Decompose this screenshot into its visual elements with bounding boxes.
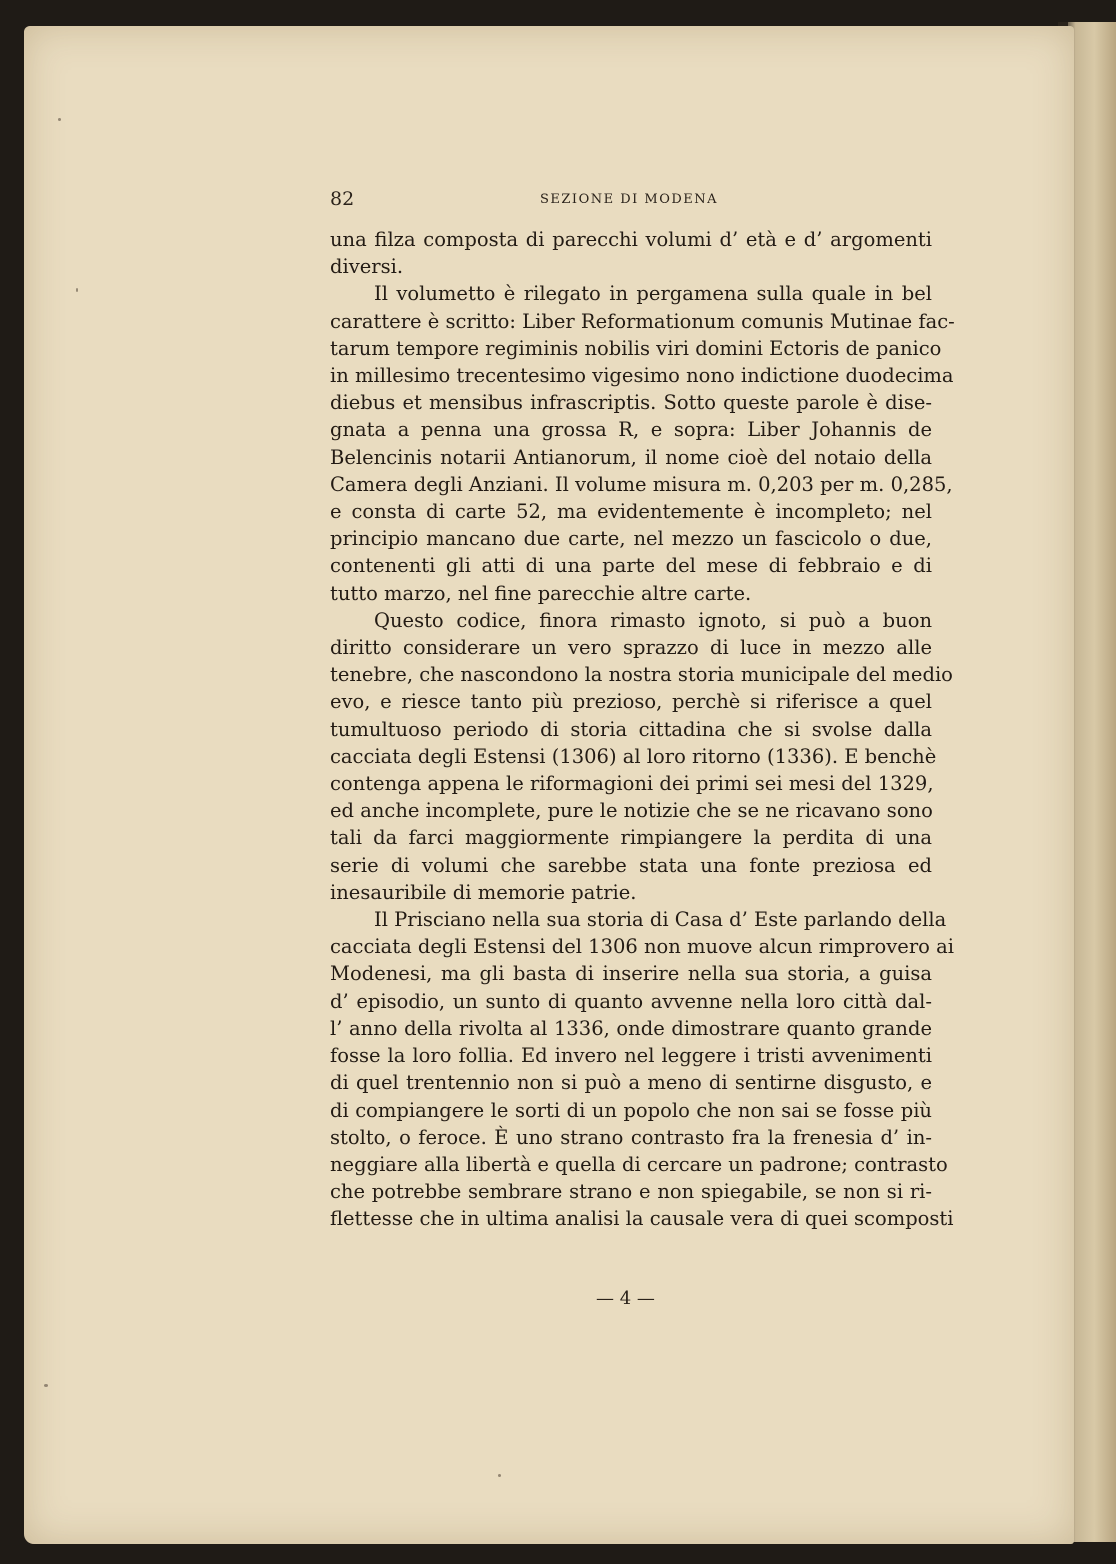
text-line: tenebre, che nascondono la nostra storia municipale del medio [330, 663, 953, 687]
paragraph [330, 906, 954, 1232]
text-line: Il Prisciano nella sua storia di Casa d’ Este parlando della [374, 908, 947, 932]
text-line: tumultuoso periodo di storia cittadina che si svolse dalla [330, 717, 932, 741]
paragraph [330, 280, 955, 606]
text-line: contenga appena le riformagioni dei primi sei mesi del 1329, [330, 772, 934, 796]
text-line: di compiangere le sorti di un popolo che non sai se fosse più [330, 1098, 932, 1122]
text-line: e consta di carte 52, ma evidentemente è incompleto; nel [330, 500, 932, 524]
paper-speck [498, 1474, 501, 1477]
text-line: diritto considerare un vero sprazzo di luce in mezzo alle [330, 636, 932, 660]
text-line: evo, e riesce tanto più prezioso, perchè si riferisce a quel [330, 690, 932, 714]
text-line: Il volumetto è rilegato in pergamena sulla quale in bel [374, 282, 932, 306]
text-line: Questo codice, finora rimasto ignoto, si può a buon [374, 608, 932, 632]
text-line: l’ anno della rivolta al 1336, onde dimostrare quanto grande [330, 1016, 932, 1040]
text-line: di quel trentennio non si può a meno di sentirne disgusto, e [330, 1071, 932, 1095]
paper-speck [58, 118, 61, 121]
paragraph [330, 226, 932, 280]
text-line: cacciata degli Estensi (1306) al loro ritorno (1336). E benchè [330, 744, 937, 768]
text-line: stolto, o feroce. È uno strano contrasto fra la frenesia d’ in- [330, 1125, 932, 1149]
text-line: flettesse che in ultima analisi la causale vera di quei scomposti [330, 1207, 954, 1231]
text-line: carattere è scritto: Liber Reformationum comunis Mutinae fac- [330, 309, 955, 333]
body-text [330, 226, 955, 1233]
text-line: gnata a penna una grossa R, e sopra: Liber Johannis de [330, 418, 932, 442]
text-line: tali da farci maggiormente rimpiangere la perdita di una [330, 826, 932, 850]
running-title: SEZIONE DI MODENA [540, 192, 719, 207]
text-line: ed anche incomplete, pure le notizie che se ne ricavano sono [330, 799, 933, 823]
text-line: Belencinis notarii Antianorum, il nome cioè del notaio della [330, 445, 932, 469]
text-line: Modenesi, ma gli basta di inserire nella sua storia, a guisa [330, 962, 932, 986]
paragraph [330, 607, 953, 906]
text-line: diebus et mensibus infrascriptis. Sotto queste parole è dise- [330, 391, 932, 415]
text-line: una filza composta di parecchi volumi d’ età e d’ argomenti [330, 228, 932, 251]
page-number: 82 [330, 188, 355, 210]
paper-speck [76, 288, 78, 292]
text-line: contenenti gli atti di una parte del mese di febbraio e di [330, 554, 932, 578]
text-line: d’ episodio, un sunto di quanto avvenne nella loro città dal- [330, 989, 932, 1013]
text-line: fosse la loro follia. Ed invero nel leggere i tristi avvenimenti [330, 1044, 932, 1068]
text-line: cacciata degli Estensi del 1306 non muove alcun rimprovero ai [330, 935, 954, 959]
text-line: Camera degli Anziani. Il volume misura m. 0,203 per m. 0,285, [330, 472, 953, 496]
text-line: in millesimo trecentesimo vigesimo nono indictione duodecima [330, 364, 954, 388]
text-line: inesauribile di memorie patrie. [330, 880, 637, 904]
text-line: tarum tempore regiminis nobilis viri domini Ectoris de panico [330, 336, 942, 360]
paper-speck [44, 1384, 48, 1387]
text-line: neggiare alla libertà e quella di cercare un padrone; contrasto [330, 1152, 948, 1176]
text-line: che potrebbe sembrare strano e non spiegabile, se non si ri- [330, 1180, 932, 1204]
page-header [330, 188, 935, 212]
text-line: tutto marzo, nel fine parecchie altre carte. [330, 581, 752, 605]
text-line: diversi. [330, 255, 404, 279]
signature-mark: — 4 — [596, 1288, 655, 1309]
text-line: principio mancano due carte, nel mezzo un fascicolo o due, [330, 527, 932, 551]
text-line: serie di volumi che sarebbe stata una fonte preziosa ed [330, 853, 932, 877]
